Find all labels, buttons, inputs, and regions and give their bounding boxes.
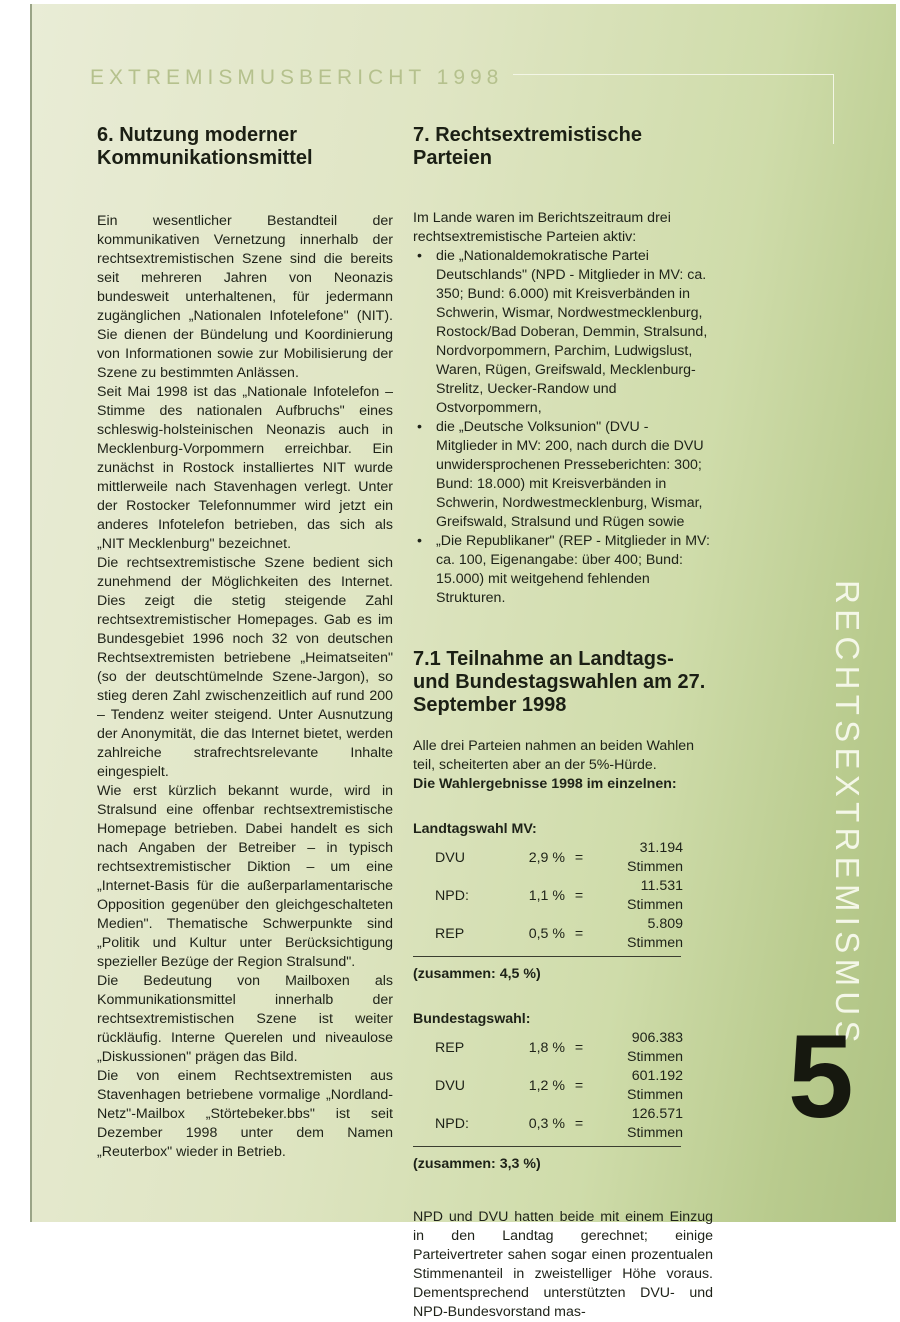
bundestag-total: (zusammen: 3,3 %): [413, 1156, 541, 1172]
bundestag-title: Bundestagswahl:: [413, 1011, 531, 1027]
paragraph: Die Bedeutung von Mailboxen als Kommunikationsmittel innerhalb der rechtsextremistischen Szene ist weiter rückläufig. Interne Querelen und niveaulose „Diskussionen" prägen das Bild.: [97, 973, 393, 1065]
paragraph: Seit Mai 1998 ist das „Nationale Infotelefon – Stimme des nationalen Aufbruchs" eines schleswig-holsteinischen Neonazis auch in Mecklenburg-Vorpommern erreichbar. Ein zunächst in Rostock installiertes NIT wurde mittlerweile nach Stavenhagen verlegt. Unter der Rostocker Telefonnummer wird jetzt ein anderes Infotelefon betrieben, das sich als „NIT Mecklenburg" bezeichnet.: [97, 384, 393, 552]
results-heading: Die Wahlergebnisse 1998 im einzelnen:: [413, 776, 677, 792]
bullet-icon: •: [417, 248, 422, 264]
party-list: [413, 247, 713, 608]
table-row: REP 1,8 % = 906.383 Stimmen: [435, 1030, 683, 1065]
section-7-heading: 7. Rechtsextremistische Parteien: [413, 124, 643, 169]
landtag-title: Landtagswahl MV:: [413, 821, 537, 837]
list-item: • „Die Republikaner" (REP - Mitglieder in MV: ca. 100, Eigenangabe: über 400; Bund: 15.000) mit weitgehend fehlenden Strukturen.: [417, 533, 710, 606]
list-item: • die „Nationaldemokratische Partei Deutschlands" (NPD - Mitglieder in MV: ca. 350; Bund: 6.000) mit Kreisverbänden in Schwerin, Wismar, Nordwestmecklenburg, Rostock/Bad Doberan, Demmin, Stralsund, Nordvorpommern, Parchim, Ludwigslust, Waren, Rügen, Greifswald, Mecklenburg-Strelitz, Uecker-Randow und Ostvorpommern,: [417, 248, 708, 416]
table-row: DVU 1,2 % = 601.192 Stimmen: [435, 1068, 683, 1103]
header-rule: [513, 74, 833, 75]
right-column: [413, 124, 713, 1322]
intro-paragraph: Im Lande waren im Berichtszeitraum drei rechtsextremistische Parteien aktiv:: [413, 210, 671, 245]
table-row: REP 0,5 % = 5.809 Stimmen: [435, 916, 683, 951]
paragraph: Die rechtsextremistische Szene bedient sich zunehmend der Möglichkeiten des Internet. Dies zeigt die stetig steigende Zahl rechtsextremistischer Homepages. Gab es im Bundesgebiet 1996 noch 32 von deutschen Rechtsextremisten betriebene „Heimatseiten" (so der deutschtümelnde Szene-Jargon), so stieg deren Zahl zwischenzeitlich auf rund 200 – Tendenz weiter steigend. Unter Ausnutzung der Anonymität, die das Internet bietet, werden zahlreiche strafrechtsrelevante Inhalte eingespielt.: [97, 555, 393, 780]
chapter-number: 5: [788, 1011, 854, 1143]
table-row: DVU 2,9 % = 31.194 Stimmen: [435, 840, 683, 875]
section-6-heading: 6. Nutzung moderner Kommunikationsmittel: [97, 124, 313, 169]
sum-divider: [413, 1146, 681, 1147]
paragraph: Die von einem Rechtsextremisten aus Stavenhagen betriebene vormalige „Nordland-Netz"-Mailbox „Störtebeker.bbs" ist seit Dezember 1998 unter dem Namen „Reuterbox" wieder in Betrieb.: [97, 1068, 393, 1160]
list-item: • die „Deutsche Volksunion" (DVU - Mitglieder in MV: 200, nach durch die DVU unwidersprochenen Presseberichten: 300; Bund: 18.000) mit Kreisverbänden in Schwerin, Nordwestmecklenburg, Wismar, Greifswald, Stralsund und Rügen sowie: [417, 419, 704, 530]
closing-paragraph: NPD und DVU hatten beide mit einem Einzug in den Landtag gerechnet; einige Parteivertreter sahen sogar einen prozentualen Stimmenanteil in zweistelliger Höhe voraus. Dementsprechend unterstützten DVU- und NPD-Bundesvorstand mas-: [413, 1209, 713, 1320]
bullet-icon: •: [417, 419, 422, 435]
paragraph: Ein wesentlicher Bestandteil der kommunikativen Vernetzung innerhalb der rechtsextremistischen Szene sind die bereits seit mehreren Jahren von Neonazis bundesweit unterhaltenen, für jedermann zugänglichen „Nationalen Infotelefone" (NIT). Sie dienen der Bündelung und Koordinierung von Informationen sowie zur Mobilisierung der Szene zu bestimmten Anlässen.: [97, 213, 393, 381]
bullet-icon: •: [417, 533, 422, 549]
table-row: NPD: 1,1 % = 11.531 Stimmen: [435, 878, 683, 913]
side-section-title-text: RECHTSEXTREMISMUS: [829, 580, 866, 1048]
sub-intro: Alle drei Parteien nahmen an beiden Wahlen teil, scheiterten aber an der 5%-Hürde.: [413, 738, 695, 773]
side-section-title: [826, 580, 866, 1048]
bundestag-results-table: [413, 1029, 683, 1143]
table-row: NPD: 0,3 % = 126.571 Stimmen: [435, 1106, 683, 1141]
landtag-total: (zusammen: 4,5 %): [413, 966, 541, 982]
section-7-1-heading: 7.1 Teilnahme an Landtags- und Bundestagswahlen am 27. September 1998: [413, 648, 706, 716]
left-column: [97, 124, 393, 1162]
header-rule-vertical: [833, 74, 834, 144]
sum-divider: [413, 956, 681, 957]
landtag-results-table: [413, 839, 683, 953]
running-head: EXTREMISMUSBERICHT 1998: [90, 66, 504, 89]
paragraph: Wie erst kürzlich bekannt wurde, wird in Stralsund eine offenbar rechtsextremistische Homepage betrieben. Dabei handelt es sich nach Angaben der Betreiber – in typisch rechtsextremistischer Diktion – um eine „Internet-Basis für die außerparlamentarische Opposition gegenüber den gleichgeschalteten Medien". Thematische Schwerpunkte sind „Politik und Kultur unter Berücksichtigung spezieller Bezüge der Region Stralsund".: [97, 783, 393, 970]
